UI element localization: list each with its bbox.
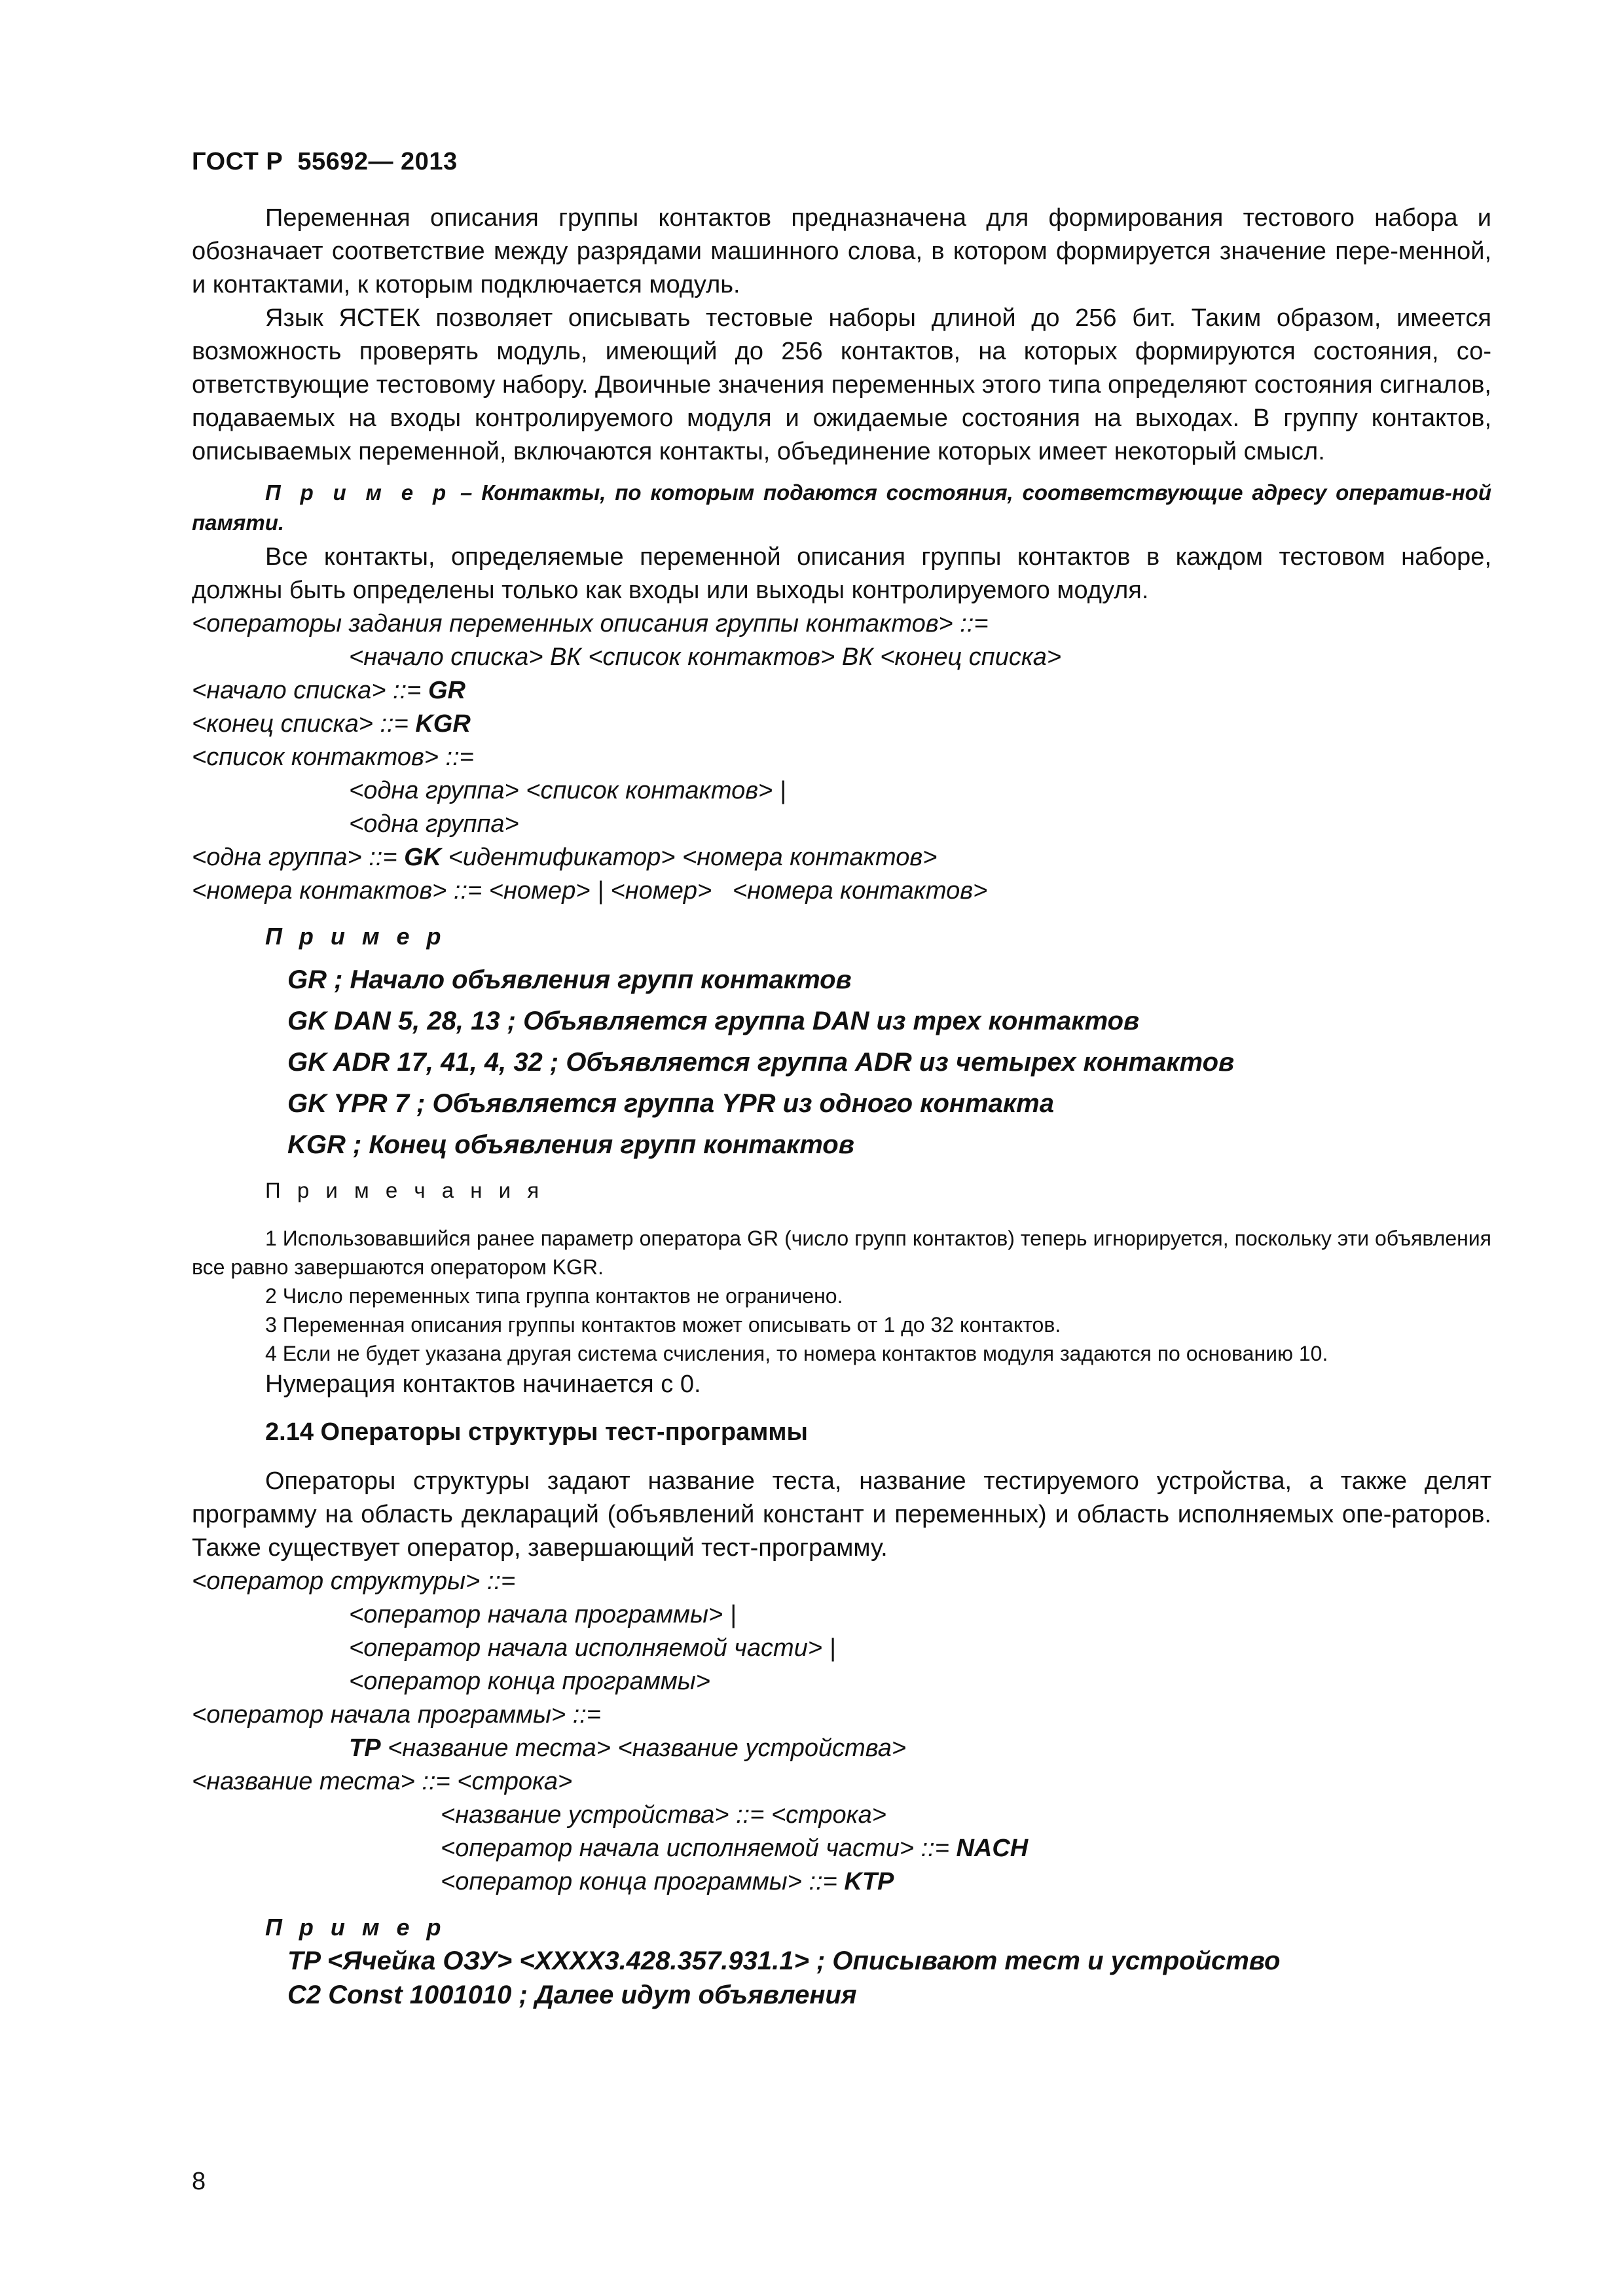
note-item: 3 Переменная описания группы контактов может описывать от 1 до 32 контактов.: [265, 1313, 1061, 1336]
grammar-1-line-8: <одна группа> ::= GK <идентификатор> <номера контактов>: [192, 844, 938, 871]
example-1-label: П р и м е р: [265, 480, 452, 505]
grammar-2-line-1: <оператор структуры> ::=: [192, 1568, 516, 1595]
note-item: 1 Использовавшийся ранее параметр оператора GR (число групп контактов) теперь игнорируется, поскольку эти объявления все равно завершаются оператором KGR.: [192, 1227, 1491, 1279]
grammar-block-2: [192, 1565, 1491, 1899]
grammar-2-line-9: <оператор начала исполняемой части> ::= NACH: [441, 1835, 1029, 1862]
grammar-1-line-3: <начало списка> ::= GR: [192, 677, 465, 704]
example-2-line: GK YPR 7 ; Объявляется группа YPR из одного контакта: [287, 1089, 1054, 1118]
paragraph-1: Переменная описания группы контактов предназначена для формирования тестового набора и обозначает соответствие между разрядами машинного слова, в котором формируется значение пере-менной, и контактами, к которым подключается модуль.: [192, 204, 1491, 298]
grammar-1-line-7: <одна группа>: [349, 810, 519, 838]
paragraph-4: Операторы структуры задают название теста, название тестируемого устройства, а также делят программу на область деклараций (объявлений констант и переменных) и область исполняемых опе-раторов. Также существует оператор, завершающий тест-программу.: [192, 1467, 1491, 1562]
grammar-1-line-1: <операторы задания переменных описания группы контактов> ::=: [192, 610, 989, 637]
paragraph-2: Язык ЯСТЕК позволяет описывать тестовые наборы длиной до 256 бит. Таким образом, имеется возможность проверять модуль, имеющий до 256 контактов, на которых формируются состояния, со-ответствующие тестовому набору. Двоичные значения переменных этого типа определяют состояния сигналов, подаваемых на входы контролируемого модуля и ожидаемые состояния на выходах. В группу контактов, описываемых переменной, включаются контакты, объединение которых имеет некоторый смысл.: [192, 304, 1491, 465]
example-2-line: GK DAN 5, 28, 13 ; Объявляется группа DAN из трех контактов: [287, 1007, 1140, 1035]
grammar-1-line-2: <начало списка> ВК <список контактов> ВК <конец списка>: [349, 643, 1062, 671]
grammar-2-line-7: <название теста> ::= <строка>: [192, 1768, 573, 1795]
example-2-line: GR ; Начало объявления групп контактов: [287, 965, 852, 994]
example-2-label: П р и м е р: [265, 923, 447, 950]
grammar-2-line-2: <оператор начала программы> |: [349, 1601, 737, 1628]
grammar-2-line-5: <оператор начала программы> ::=: [192, 1701, 601, 1729]
example-2-line: GK ADR 17, 41, 4, 32 ; Объявляется группа ADR из четырех контактов: [287, 1048, 1235, 1077]
grammar-2-line-3: <оператор начала исполняемой части> |: [349, 1634, 836, 1662]
example-3-line: TP <Ячейка ОЗУ> <XXXX3.428.357.931.1> ; Описывают тест и устройство: [287, 1946, 1281, 1975]
grammar-1-line-6: <одна группа> <список контактов> |: [349, 777, 786, 804]
paragraph-3: Все контакты, определяемые переменной описания группы контактов в каждом тестовом наборе, должны быть определены только как входы или выходы контролируемого модуля.: [192, 543, 1491, 604]
example-2-block: [192, 960, 1491, 1166]
note-item: 4 Если не будет указана другая система счисления, то номера контактов модуля задаются по основанию 10.: [265, 1342, 1328, 1365]
section-heading: 2.14 Операторы структуры тест-программы: [265, 1418, 808, 1446]
grammar-block-1: [192, 607, 1491, 908]
grammar-2-line-10: <оператор конца программы> ::= KTP: [441, 1868, 894, 1895]
notes-label: П р и м е ч а н и я: [265, 1178, 545, 1202]
page-content: [192, 202, 1491, 2012]
grammar-2-line-6: TP <название теста> <название устройства>: [349, 1734, 907, 1762]
example-1-text: – Контакты, по которым подаются состояния, соответствующие адресу оператив-ной памяти.: [192, 480, 1491, 535]
grammar-1-line-4: <конец списка> ::= KGR: [192, 710, 471, 738]
grammar-2-line-4: <оператор конца программы>: [349, 1668, 710, 1695]
example-2-line: KGR ; Конец объявления групп контактов: [287, 1130, 854, 1159]
document-header: ГОСТ Р 55692— 2013: [192, 148, 458, 175]
grammar-1-line-5: <список контактов> ::=: [192, 744, 474, 771]
note-continuation: Нумерация контактов начинается с 0.: [265, 1371, 701, 1398]
grammar-2-line-8: <название устройства> ::= <строка>: [441, 1801, 886, 1829]
example-3-block: [192, 1944, 1491, 2012]
example-1: [192, 478, 1491, 538]
note-item: 2 Число переменных типа группа контактов не ограничено.: [265, 1284, 843, 1308]
example-3-line: C2 Const 1001010 ; Далее идут объявления: [287, 1981, 857, 2009]
example-3-label: П р и м е р: [265, 1914, 447, 1941]
page-number: 8: [192, 2168, 206, 2195]
grammar-1-line-9: <номера контактов> ::= <номер> | <номер> <номера контактов>: [192, 877, 988, 905]
